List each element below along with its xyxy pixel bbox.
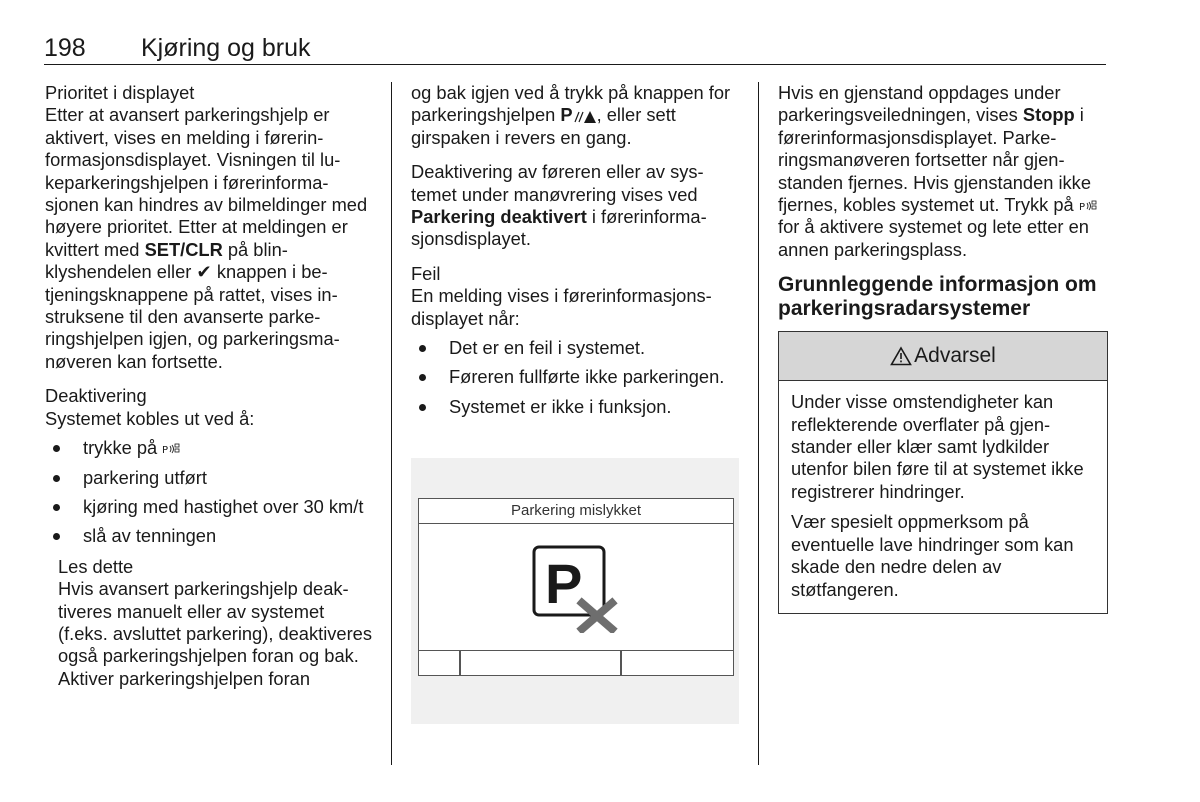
chapter-title: Kjøring og bruk <box>141 34 311 62</box>
section-heading-radar: Grunnleggende informasjon om parkeringsradarsystemer <box>778 273 1097 321</box>
park-assist-icon <box>1079 198 1097 214</box>
list-item: kjøring med hastighet over 30 km/t <box>45 496 375 518</box>
column-1 <box>45 82 375 690</box>
park-sensor-icon <box>573 109 597 125</box>
column-2 <box>411 82 741 418</box>
sign-letter: P <box>545 552 583 615</box>
deactivation-list <box>45 437 375 548</box>
fault-list <box>411 337 741 418</box>
list-item: Føreren fullførte ikke parkeringen. <box>411 366 741 388</box>
list-item: parkering utført <box>45 467 375 489</box>
continuation-paragraph: og bak igjen ved å trykk på knappen for parkeringshjelpen P , eller sett girspaken i revers en gang. <box>411 82 731 148</box>
warning-icon <box>890 346 912 366</box>
list-item: slå av tenningen <box>45 525 375 547</box>
svg-text:P: P <box>1078 202 1085 214</box>
page-number: 198 <box>44 34 86 62</box>
stop-label: Stopp <box>1022 104 1075 126</box>
section-title-deactivation: Deaktivering <box>45 385 147 407</box>
display-screen <box>418 498 734 676</box>
warning-box <box>778 331 1108 614</box>
parking-failed-figure <box>411 458 739 724</box>
section-title-fault: Feil <box>411 262 441 284</box>
warning-text-2: Vær spesielt oppmerksom på eventuelle lave hindringer som kan skade den nedre delen av støtfangeren. <box>791 511 1074 600</box>
column-3 <box>778 82 1108 614</box>
screen-footer <box>419 650 733 675</box>
column-divider-1 <box>391 82 392 765</box>
deactivation-intro: Systemet kobles ut ved å: <box>45 407 255 429</box>
screen-title: Parkering mislykket <box>419 499 733 524</box>
warning-header <box>779 332 1107 381</box>
parking-deactivated-label: Parkering deaktivert <box>411 206 587 228</box>
warning-text-1: Under visse omstendigheter kan reflekterende overflater på gjenstander eller klær samt lydkilder utenfor bilen føre til at systemet ikke registrerer hindringer. <box>791 391 1084 502</box>
warning-body <box>779 381 1107 613</box>
list-item: Det er en feil i systemet. <box>411 337 741 359</box>
note-text: Hvis avansert parkeringshjelp deaktiveres manuelt eller av systemet (f.eks. avsluttet parkering), deaktiveres også parkeringshjelpen foran og bak. Aktiver parkeringshjelpen foran <box>58 578 372 689</box>
priority-paragraph: Etter at avansert parkeringshjelp er aktivert, vises en melding i førerinformasjonsdisplayet. Visningen til lukeparkeringshjelpen i førerinformasjonen kan hindres av bilmeldinger med høyere prioritet. Etter at meldingen er kvittert med SET/CLR på blinklyshendelen eller ✔ knappen i betjeningsknappene på rattet, vises instruksene til den avanserte parkeringshjelpen igjen, og parkeringsmanøveren kan fortsette. <box>45 104 368 372</box>
note-title: Les dette <box>58 555 134 577</box>
park-assist-icon <box>162 441 180 457</box>
note-box <box>58 556 375 690</box>
list-item: trykke på P <box>45 437 375 459</box>
svg-text:P: P <box>162 445 169 457</box>
section-title-priority: Prioritet i displayet <box>45 82 195 103</box>
check-icon: ✔ <box>196 261 212 283</box>
stop-paragraph: Hvis en gjenstand oppdages under parkeringsveiledningen, vises Stopp i førerinformasjonsdisplayet. Parkeringsmanøveren fortsetter når gjenstanden fjernes. Hvis gjenstanden ikke fjernes, kobles systemet ut. Trykk på P for å aktivere systemet og lete etter en annen parkeringsplass. <box>778 82 1108 261</box>
header-rule <box>44 64 1106 65</box>
page-header <box>44 33 1106 65</box>
parking-failed-icon <box>532 545 624 633</box>
warning-label: Advarsel <box>914 344 996 368</box>
fault-intro: En melding vises i førerinformasjonsdisplayet når: <box>411 285 712 329</box>
deactivation-paragraph: Deaktivering av føreren eller av systemet under manøvrering vises ved Parkering deaktivert i førerinformasjonsdisplayet. <box>411 161 707 250</box>
park-button-label: P <box>560 104 573 126</box>
set-clr-label: SET/CLR <box>144 238 223 260</box>
list-item: Systemet er ikke i funksjon. <box>411 396 741 418</box>
column-divider-2 <box>758 82 759 765</box>
